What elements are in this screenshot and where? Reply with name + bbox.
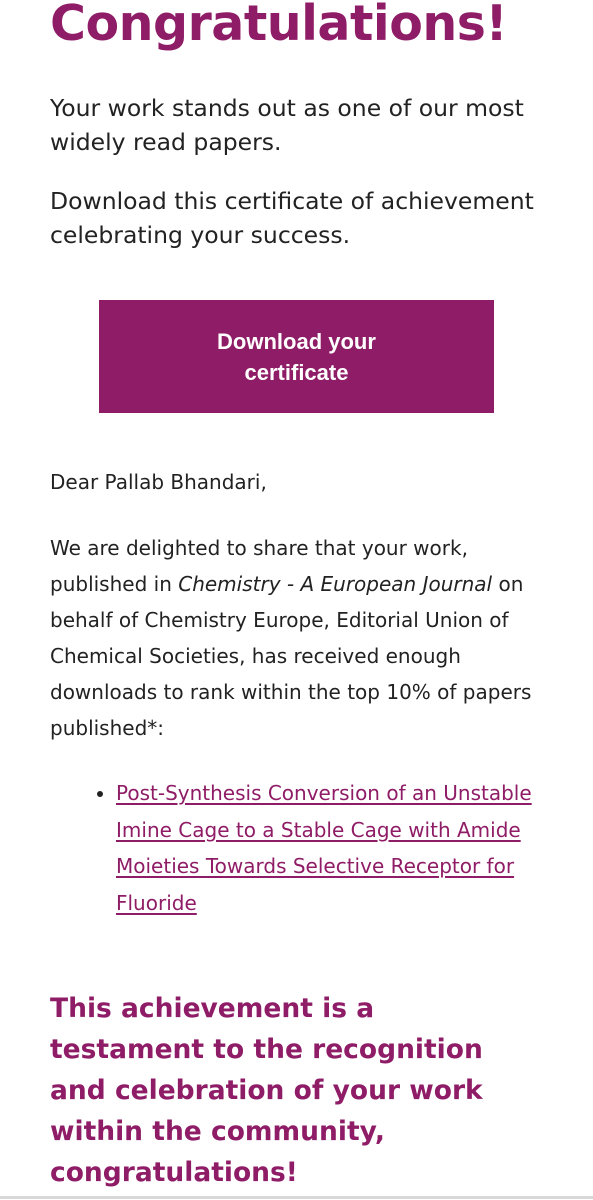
intro-text-download-certificate: Download this certificate of achievement celebrating your success.: [50, 187, 534, 249]
list-item: [116, 775, 550, 921]
download-certificate-button-label: Download your certificate: [217, 328, 376, 385]
closing-message: This achievement is a testament to the recognition and celebration of your work within the community, congratulations!: [50, 993, 483, 1188]
announcement-paragraph-start: We are delighted to share that your work, published in: [50, 536, 468, 596]
bottom-divider: [0, 1196, 593, 1199]
paper-title-link[interactable]: Post-Synthesis Conversion of an Unstable Imine Cage to a Stable Cage with Amide Moieties Towards Selective Receptor for Fluoride: [116, 781, 532, 915]
journal-name: Chemistry - A European Journal: [178, 572, 493, 596]
announcement-paragraph-end: on behalf of Chemistry Europe, Editorial Union of Chemical Societies, has received enough downloads to rank within the top 10% of papers published*:: [50, 572, 532, 740]
page-title: Congratulations!: [50, 0, 508, 52]
intro-text-widely-read: Your work stands out as one of our most widely read papers.: [50, 94, 524, 156]
greeting: Dear Pallab Bhandari,: [50, 470, 267, 494]
paper-list: [50, 775, 550, 921]
announcement-paragraph: [50, 530, 550, 746]
download-certificate-button[interactable]: [99, 300, 494, 413]
